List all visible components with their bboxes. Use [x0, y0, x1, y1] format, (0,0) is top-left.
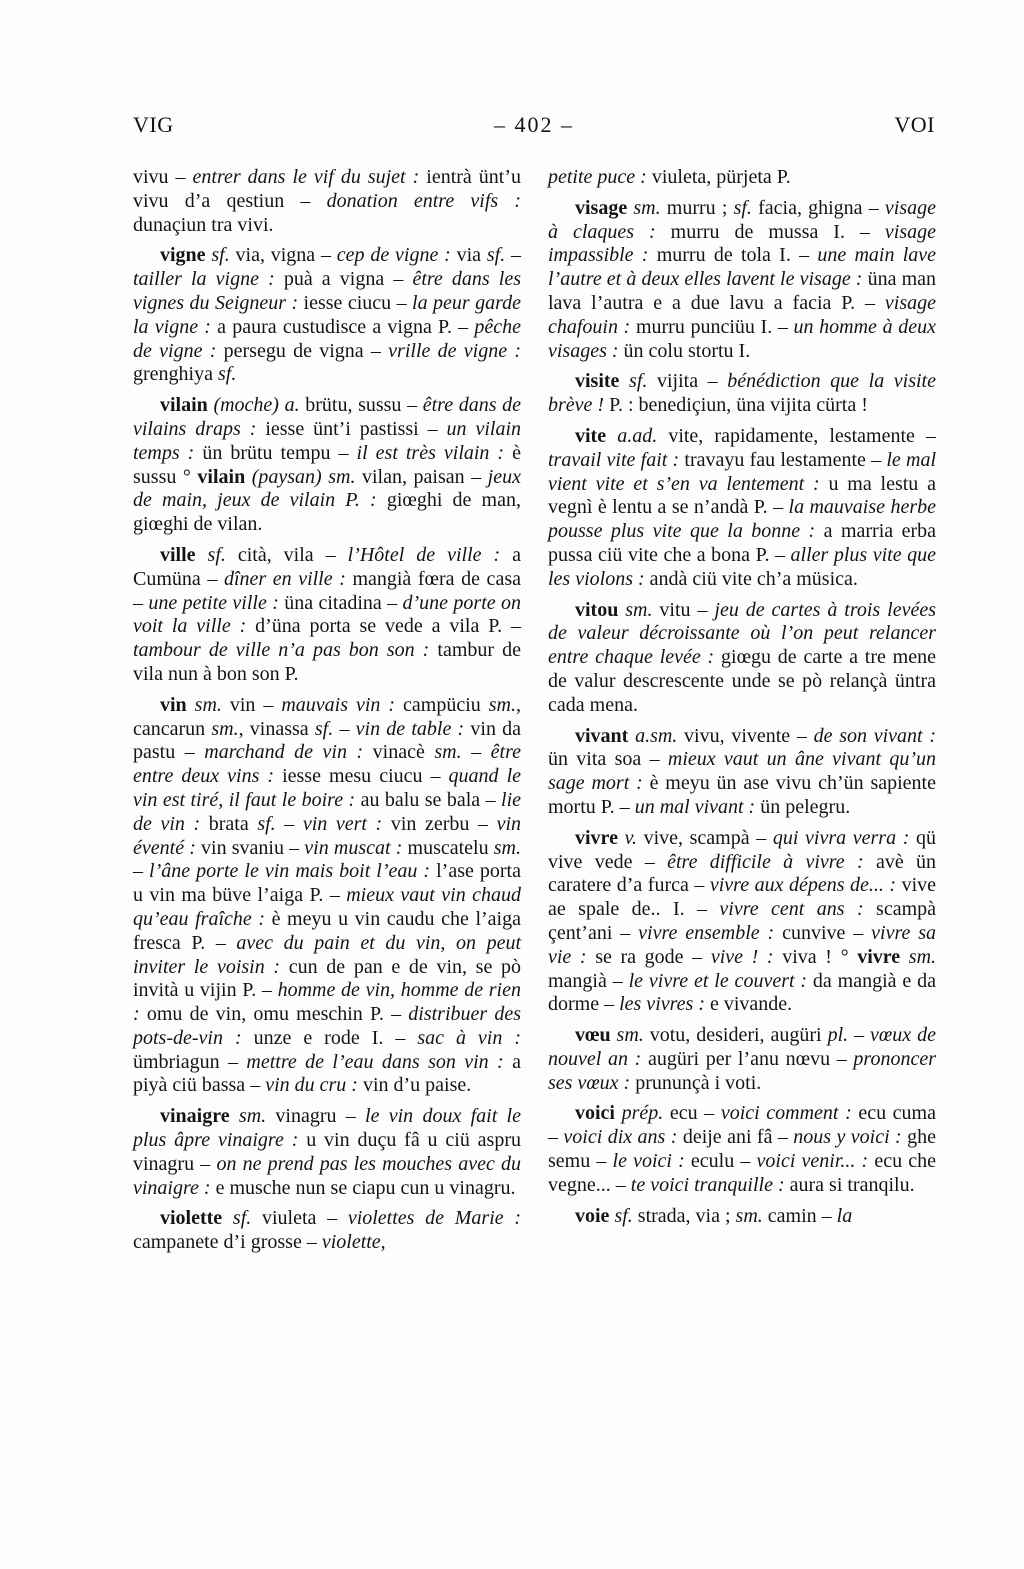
entry-voie: voie sf. strada, via ; sm. camin – la — [575, 1204, 853, 1227]
page-number: – 402 – — [494, 112, 574, 137]
entry-vivre: vivre v. vive, scampà – qui vivra verra : qü vive vede – être difficile à vivre : avè ün caratere d’a furca – vivre aux dépens de... : vive ae spale de.. I. – vivre cent ans : scampà çent’ani – vivre ensemble : cunvive – vivre sa vie : se ra gode – vive ! : viva ! ° vivre sm. mangià – le vivre et le couvert : da mangià e da dorme – les vivres : e vivande. — [548, 826, 937, 1016]
text-columns — [133, 166, 937, 1255]
guide-word-right: VOI — [894, 112, 935, 137]
entry-violette: violette sf. viuleta – violettes de Marie : campanete d’i grosse – violette, — [133, 1207, 521, 1254]
entry-ville: ville sf. cità, vila – l’Hôtel de ville : a Cumüna – dîner en ville : mangià fœra de casa – une petite ville : üna citadina – d’une porte on voit la ville : d’üna porta se vede a vila P. – tambour de ville n’a pas bon son : tambur de vila nun à bon son P. — [133, 543, 522, 685]
left-column — [133, 166, 521, 1255]
entry-voeu: vœu sm. votu, desideri, augüri pl. – vœux de nouvel an : augüri per l’anu nœvu – prononcer ses vœux : prununçà i voti. — [548, 1024, 936, 1094]
entry-vite: vite a.ad. vite, rapidamente, lestamente – travail vite fait : travayu fau lestamente – le mal vient vite et s’en va lentement : u ma lestu a vegnì è lentu a se n’andà P. – la mauvaise herbe pousse plus vite que la bonne : a marria erba pussa ciü vite che a bona P. – aller plus vite que les violons : andà ciü vite ch’a müsica. — [548, 424, 937, 590]
entry-vitou: vitou sm. vitu – jeu de cartes à trois levées de valeur décroissante où l’on peut relancer entre chaque levée : giœgu de carte a tre mene de valur descrescente unde se pò relançà üntra cada mena. — [548, 598, 936, 716]
entry-visite: visite sf. vijita – bénédiction que la visite brève ! P. : benediçiun, üna vijita cürta ! — [548, 370, 936, 417]
guide-word-left: VIG — [133, 112, 174, 137]
entry-vigne: vigne sf. via, vigna – cep de vigne : via sf. – tailler la vigne : puà a vigna – être dans les vignes du Seigneur : iesse ciucu – la peur garde la vigne : a paura custudisce a vigna P. – pêche de vigne : persegu de vigna – vrille de vigne : grenghiya sf. — [133, 244, 522, 386]
right-column — [548, 166, 936, 1255]
entry-visage: visage sm. murru ; sf. facia, ghigna – visage à claques : murru de mussa I. – visage impassible : murru de tola I. – une main lave l’autre et à deux elles lavent le visage : üna man lava l’autra e a due lavu a facia P. – visage chafouin : murru punciüu I. – un homme à deux visages : ün colu stortu I. — [548, 196, 937, 362]
entry-voici: voici prép. ecu – voici comment : ecu cuma – voici dix ans : deije ani fâ – nous y voici : ghe semu – le voici : eculu – voici venir... : ecu che vegne... – te voici tranquille : aura si tranqilu. — [548, 1102, 937, 1196]
continuation-violette: petite puce : viuleta, pürjeta P. — [548, 166, 791, 188]
entry-vivant: vivant a.sm. vivu, vivente – de son vivant : ün vita soa – mieux vaut un âne vivant qu’un sage mort : è meyu ün ase vivu ch’ün sapiente mortu P. – un mal vivant : ün pelegru. — [548, 724, 937, 818]
continuation-vivu: vivu – entrer dans le vif du sujet : ientrà ünt’u vivu d’a qestiun – donation entre vifs : dunaçiun tra vivi. — [133, 166, 522, 236]
entry-vinaigre: vinaigre sm. vinagru – le vin doux fait le plus âpre vinaigre : u vin duçu fâ u ciü aspru vinagru – on ne prend pas les mouches avec du vinaigre : e musche nun se ciapu cun u vinagru. — [133, 1105, 522, 1199]
entry-vilain: vilain (moche) a. brütu, sussu – être dans de vilains draps : iesse ünt’i pastissi – un vilain temps : ün brütu tempu – il est très vilain : è sussu ° vilain (paysan) sm. vilan, paisan – jeux de main, jeux de vilain P. : giœghi de man, giœghi de vilan. — [133, 394, 521, 536]
page-header — [133, 112, 935, 138]
entry-vin: vin sm. vin – mauvais vin : campüciu sm., cancarun sm., vinassa sf. – vin de table : vin da pastu – marchand de vin : vinacè sm. – être entre deux vins : iesse mesu ciucu – quand le vin est tiré, il faut le boire : au balu se bala – lie de vin : brata sf. – vin vert : vin zerbu – vin éventé : vin svaniu – vin muscat : muscatelu sm. – l’âne porte le vin mais boit l’eau : l’ase porta u vin ma büve l’aiga P. – mieux vaut vin chaud qu’eau fraîche : è meyu u vin caudu che l’aiga fresca P. – avec du pain et du vin, on peut inviter le voisin : cun de pan e de vin, se pò invità u vijin P. – homme de vin, homme de rien : omu de vin, omu meschin P. – distribuer des pots-de-vin : unze e rode I. – sac à vin : ümbriagun – mettre de l’eau dans son vin : a piyà ciü bassa – vin du cru : vin d’u paise. — [133, 693, 522, 1097]
